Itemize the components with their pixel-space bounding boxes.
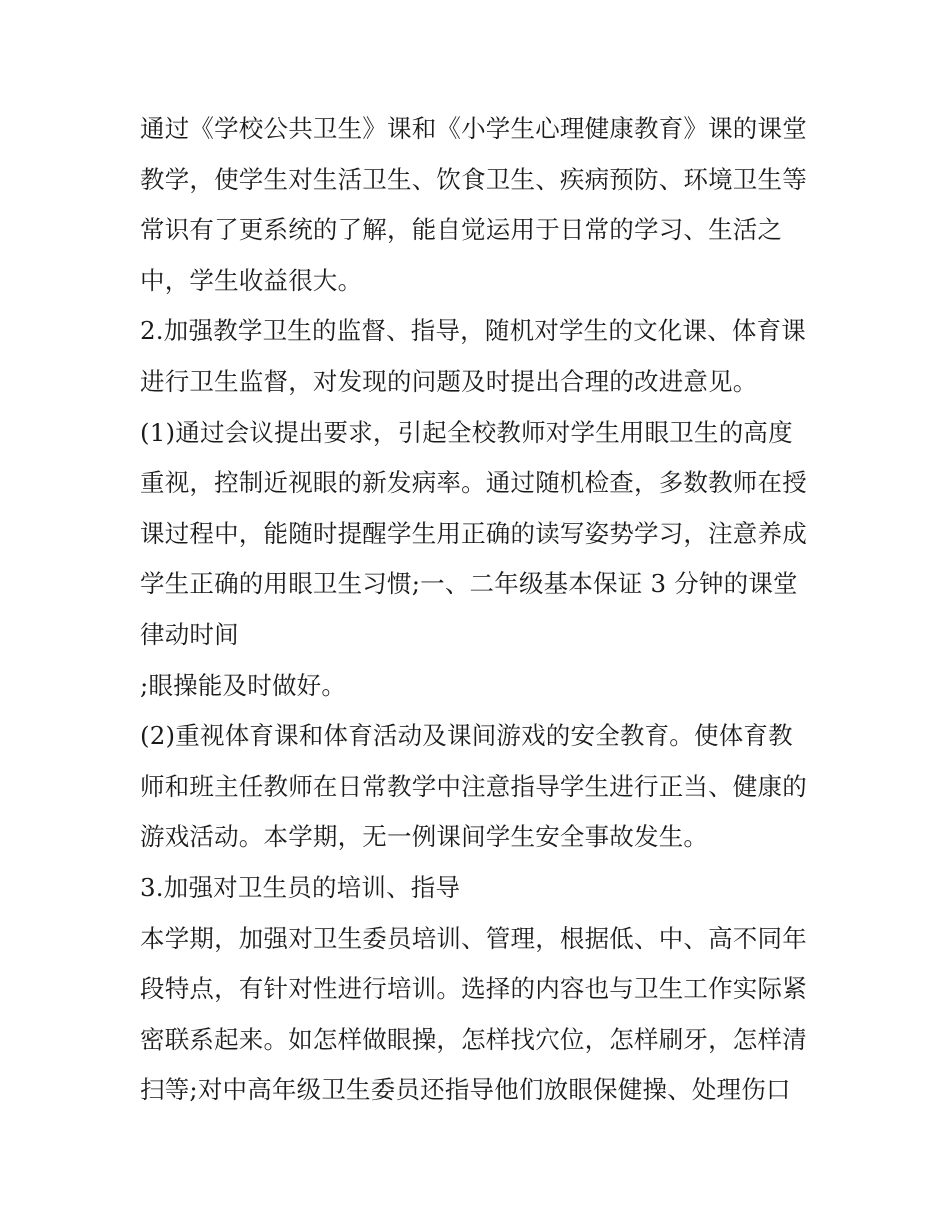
text-line: 3.加强对卫生员的培训、指导	[140, 872, 461, 902]
text-line: 本学期，加强对卫生委员培训、管理，根据低、中、高不同年	[140, 923, 807, 953]
text-line: 律动时间	[140, 619, 239, 649]
text-line: 课过程中，能随时提醒学生用正确的读写姿势学习，注意养成	[140, 518, 807, 548]
text-line: 教学，使学生对生活卫生、饮食卫生、疾病预防、环境卫生等	[140, 164, 807, 194]
text-line: ;眼操能及时做好。	[140, 670, 347, 700]
text-line: 学生正确的用眼卫生习惯;一、二年级基本保证 3 分钟的课堂	[140, 569, 798, 599]
text-line: (1)通过会议提出要求，引起全校教师对学生用眼卫生的高度	[140, 417, 793, 447]
text-line: 2.加强教学卫生的监督、指导，随机对学生的文化课、体育课	[140, 316, 806, 346]
text-line: 师和班主任教师在日常教学中注意指导学生进行正当、健康的	[140, 771, 807, 801]
text-line: 重视，控制近视眼的新发病率。通过随机检查，多数教师在授	[140, 468, 807, 498]
text-line: 中，学生收益很大。	[140, 265, 363, 295]
text-line: 密联系起来。如怎样做眼操，怎样找穴位，怎样刷牙，怎样清	[140, 1024, 807, 1054]
text-line: 进行卫生监督，对发现的问题及时提出合理的改进意见。	[140, 366, 758, 396]
text-line: 常识有了更系统的了解，能自觉运用于日常的学习、生活之	[140, 215, 783, 245]
text-line: 游戏活动。本学期，无一例课间学生安全事故发生。	[140, 822, 709, 852]
text-line: (2)重视体育课和体育活动及课间游戏的安全教育。使体育教	[140, 721, 793, 751]
text-line: 扫等;对中高年级卫生委员还指导他们放眼保健操、处理伤口	[140, 1075, 791, 1105]
text-line: 段特点，有针对性进行培训。选择的内容也与卫生工作实际紧	[140, 974, 807, 1004]
text-line: 通过《学校公共卫生》课和《小学生心理健康教育》课的课堂	[140, 114, 807, 143]
document-body	[140, 104, 830, 1116]
